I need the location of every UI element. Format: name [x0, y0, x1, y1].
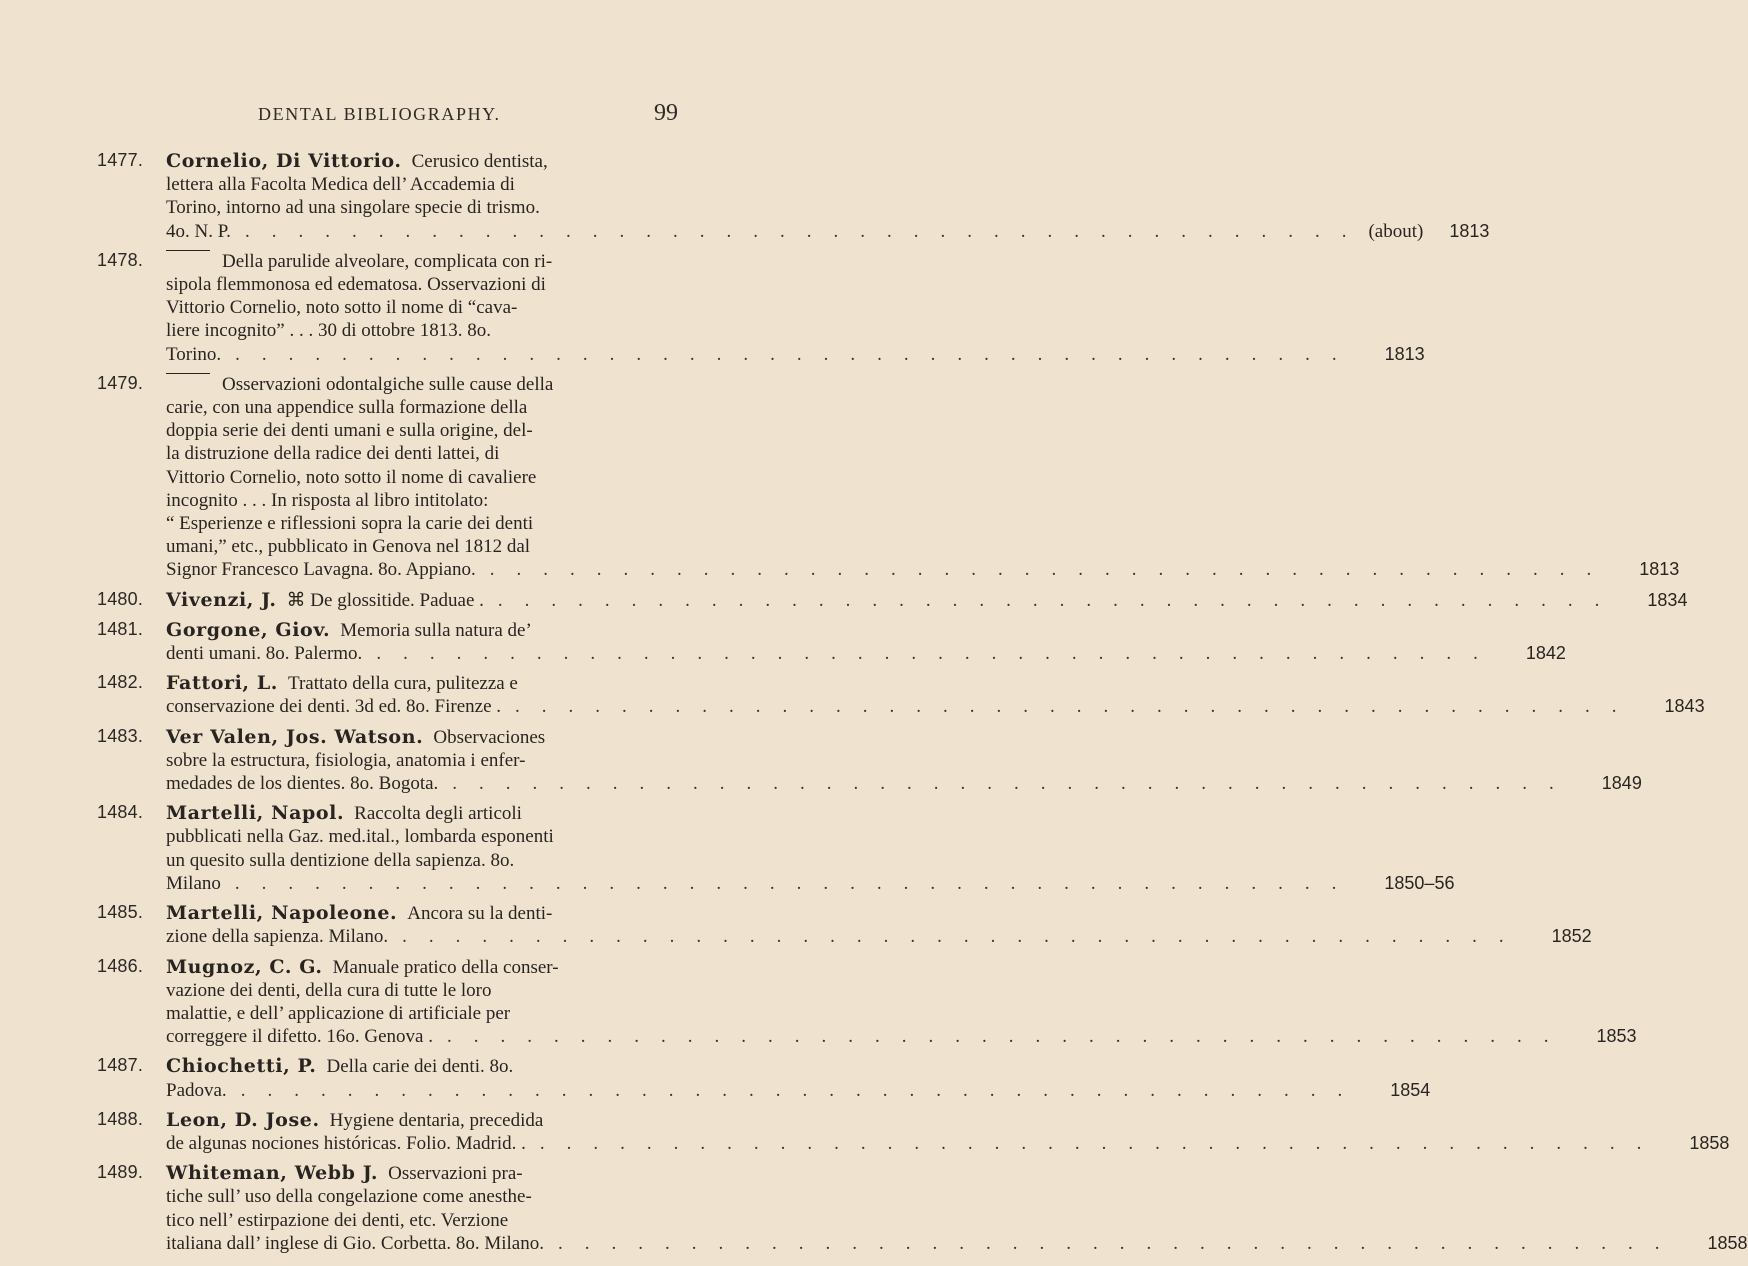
entry-text: carie, con una appendice sulla formazione della [166, 397, 528, 419]
entry-body [166, 373, 1680, 582]
entry-body [166, 588, 1688, 612]
entry-line [166, 695, 1705, 718]
entry-line [166, 373, 680, 396]
publication-year: 1834 [1647, 589, 1688, 610]
author-name: Vivenzi, J. [166, 588, 277, 611]
entry-text: 4o. N. P. [166, 220, 231, 242]
entry-line [166, 925, 1592, 948]
bibliography-entry [0, 1108, 1730, 1155]
entry-body [166, 725, 1642, 796]
entry-line [166, 749, 680, 772]
entry-line [166, 1209, 680, 1232]
entry-body [166, 802, 1455, 895]
entry-text: Milano [166, 872, 221, 894]
entry-text: Manuale pratico della conser- [332, 956, 559, 978]
entry-text: Signor Francesco Lavagna. 8o. Appiano. [166, 559, 476, 581]
bibliography-entry [0, 1162, 1748, 1255]
entry-line [166, 1079, 1431, 1102]
author-name: Gorgone, Giov. [166, 618, 331, 641]
entry-text: malattie, e dell’ applicazione di artificiale per [166, 1002, 511, 1024]
entry-text: Della parulide alveolare, complicata con ri- [222, 250, 553, 272]
entry-text: Cerusico dentista, [411, 151, 548, 172]
bibliography-entry [0, 150, 1490, 243]
entry-number: 1487. [97, 1055, 144, 1076]
entry-line [166, 150, 680, 173]
entry-line [166, 512, 680, 535]
leader-dots: .......................................... [539, 1132, 1664, 1154]
entry-text: Memoria sulla natura de’ [340, 619, 532, 641]
leader-dots: .......................................... [557, 1232, 1682, 1254]
entry-line [166, 466, 680, 489]
entry-text: Della carie dei denti. 8o. [326, 1056, 514, 1078]
entry-text: Raccolta degli articoli [354, 803, 522, 825]
author-name: Martelli, Napoleone. [166, 902, 398, 925]
bibliography-entry [0, 249, 1425, 366]
running-head [0, 100, 800, 130]
entry-line [166, 1232, 1748, 1255]
entry-body [166, 150, 1490, 243]
entry-text: pubblicati nella Gaz. med.ital., lombarda esponenti [166, 826, 554, 848]
bibliography-entry [0, 618, 1566, 665]
entry-line [166, 489, 680, 512]
entry-text: conservazione dei denti. 3d ed. 8o. Firenze . [166, 696, 502, 718]
entry-line [166, 250, 680, 273]
entry-line [166, 319, 680, 342]
bibliography-entry [0, 588, 1688, 612]
entry-line [166, 726, 680, 749]
entry-line [166, 956, 680, 979]
entry-body [166, 1055, 1431, 1101]
entry-line [166, 1025, 1637, 1048]
publication-year: 1813 [1449, 220, 1490, 241]
publication-year: 1849 [1601, 773, 1642, 794]
entry-body [166, 250, 1425, 366]
entry-line [166, 1185, 680, 1208]
entry-line [166, 535, 680, 558]
author-name: Martelli, Napol. [166, 802, 345, 825]
date-qualifier: (about) [1368, 220, 1424, 242]
entry-text: italiana dall’ inglese di Gio. Corbetta. 8o. Milano. [166, 1232, 544, 1254]
publication-year: 1852 [1551, 926, 1592, 947]
entry-number: 1480. [97, 588, 144, 609]
entry-text: Osservazioni odontalgiche sulle cause della [222, 373, 554, 395]
leader-dots: .......................................... [235, 343, 1359, 365]
entry-text: sobre la estructura, fisiologia, anatomia i enfer- [166, 749, 526, 771]
entry-number: 1489. [97, 1162, 144, 1183]
entry-text: Osservazioni pra- [388, 1163, 523, 1185]
entry-text: la distruzione della radice dei denti lattei, di [166, 443, 500, 465]
leader-dots: .......................................... [376, 643, 1500, 665]
entry-text: Vittorio Cornelio, noto sotto il nome di “cava- [166, 297, 518, 319]
entry-line [166, 220, 1490, 243]
entry-text: denti umani. 8o. Palermo. [166, 643, 363, 665]
entry-line [166, 772, 1642, 795]
entry-line [166, 442, 680, 465]
entry-text: vazione dei denti, della cura di tutte le loro [166, 979, 492, 1001]
entry-line [166, 173, 680, 196]
entry-text: Observaciones [433, 726, 546, 748]
bibliography-entry [0, 955, 1637, 1049]
entry-body [166, 672, 1705, 718]
bibliography-entry [0, 802, 1455, 895]
author-name: Cornelio, Di Vittorio. [166, 150, 402, 172]
leader-dots: .......................................... [244, 220, 1369, 242]
author-name: Leon, D. Jose. [166, 1108, 320, 1131]
leader-dots: .......................................... [240, 1079, 1365, 1101]
page-number: 99 [654, 100, 678, 126]
entry-text: un quesito sulla dentizione della sapienza. 8o. [166, 849, 515, 871]
bibliography-entry [0, 672, 1705, 718]
entry-text: tico nell’ estirpazione dei denti, etc. Verzione [166, 1209, 509, 1231]
entry-line [166, 296, 680, 319]
entry-text: “ Esperienze e riflessioni sopra la carie dei denti [166, 513, 534, 535]
entry-line [166, 619, 680, 642]
leader-dots: .......................................... [446, 1026, 1571, 1048]
entry-number: 1483. [97, 725, 144, 746]
author-name: Ver Valen, Jos. Watson. [166, 725, 424, 748]
entry-text: ⌘ De glossitide. Paduae . [286, 589, 484, 611]
entry-text: doppia serie dei denti umani e sulla origine, del- [166, 420, 533, 442]
entry-text: tiche sull’ uso della congelazione come anesthe- [166, 1186, 532, 1208]
bibliography-entry [0, 902, 1592, 948]
publication-year: 1842 [1525, 643, 1566, 664]
entry-text: lettera alla Facolta Medica dell’ Accademia di [166, 174, 515, 196]
entry-body [166, 902, 1592, 948]
entry-text: liere incognito” . . . 30 di ottobre 1813. 8o. [166, 320, 492, 342]
author-name: Whiteman, Webb J. [166, 1162, 379, 1185]
entry-number: 1482. [97, 672, 144, 693]
entry-text: Padova. [166, 1079, 227, 1101]
entry-text: Torino. [166, 343, 222, 365]
entry-text: medades de los dientes. 8o. Bogota. [166, 773, 439, 795]
entry-number: 1479. [97, 372, 144, 393]
entry-text: de algunas nociones históricas. Folio. Madrid. . [166, 1132, 526, 1154]
author-name: Chiochetti, P. [166, 1055, 317, 1078]
entry-number: 1485. [97, 902, 144, 923]
ditto-dash [166, 373, 210, 396]
entry-text: Hygiene dentaria, precedida [329, 1109, 544, 1131]
entry-text: correggere il difetto. 16o. Genova . [166, 1026, 433, 1048]
entry-text: Ancora su la denti- [407, 903, 553, 925]
entry-line [166, 558, 1680, 581]
running-title: DENTAL BIBLIOGRAPHY. [258, 104, 501, 124]
entry-body [166, 618, 1566, 665]
leader-dots: .......................................... [402, 926, 1526, 948]
publication-year: 1858 [1707, 1232, 1748, 1253]
entry-line [166, 1162, 680, 1185]
leader-dots: .......................................... [452, 773, 1576, 795]
leader-dots: .......................................... [497, 589, 1622, 611]
publication-year: 1813 [1639, 559, 1680, 580]
publication-year: 1853 [1596, 1026, 1637, 1047]
entry-number: 1486. [97, 955, 144, 976]
entry-number: 1488. [97, 1108, 144, 1129]
author-name: Fattori, L. [166, 672, 279, 695]
entry-line [166, 1055, 680, 1078]
publication-year: 1843 [1664, 696, 1705, 717]
entry-text: incognito . . . In risposta al libro intitolato: [166, 489, 489, 511]
entry-body [166, 955, 1637, 1049]
entry-line [166, 979, 680, 1002]
entry-line [166, 849, 680, 872]
publication-year: 1858 [1689, 1132, 1730, 1153]
bibliography-entries [0, 150, 1748, 1262]
entry-number: 1484. [97, 802, 144, 823]
entry-line [166, 825, 680, 848]
entry-text: zione della sapienza. Milano. [166, 926, 389, 948]
entry-line [166, 642, 1566, 665]
entry-body [166, 1162, 1748, 1255]
entry-line [166, 1002, 680, 1025]
publication-year: 1854 [1390, 1079, 1431, 1100]
entry-text: Torino, intorno ad una singolare specie di trismo. [166, 197, 540, 219]
entry-text: Vittorio Cornelio, noto sotto il nome di cavaliere [166, 466, 537, 488]
entry-line [166, 672, 680, 695]
leader-dots: .......................................... [489, 559, 1614, 581]
entry-line [166, 343, 1425, 366]
entry-line [166, 1132, 1730, 1155]
bibliography-entry [0, 1055, 1431, 1101]
ditto-dash [166, 250, 210, 273]
entry-number: 1478. [97, 249, 144, 270]
entry-line [166, 1109, 680, 1132]
author-name: Mugnoz, C. G. [166, 955, 323, 978]
leader-dots: .......................................... [234, 872, 1359, 894]
publication-year: 1850–56 [1384, 872, 1455, 893]
entry-line [166, 872, 1455, 895]
entry-text: umani,” etc., pubblicato in Genova nel 1812 dal [166, 536, 531, 558]
entry-number: 1477. [97, 150, 144, 170]
entry-line [166, 902, 680, 925]
leader-dots: .......................................... [515, 696, 1639, 718]
entry-line [166, 196, 680, 219]
entry-line [166, 419, 680, 442]
publication-year: 1813 [1384, 343, 1425, 364]
entry-body [166, 1108, 1730, 1155]
entry-line [166, 273, 680, 296]
entry-text: sipola flemmonosa ed edematosa. Osservazioni di [166, 274, 546, 296]
bibliography-entry [0, 725, 1642, 796]
bibliography-entry [0, 372, 1680, 582]
entry-text: Trattato della cura, pulitezza e [288, 673, 518, 695]
entry-line [166, 396, 680, 419]
entry-line [166, 588, 1688, 612]
entry-number: 1481. [97, 618, 144, 639]
entry-line [166, 802, 680, 825]
